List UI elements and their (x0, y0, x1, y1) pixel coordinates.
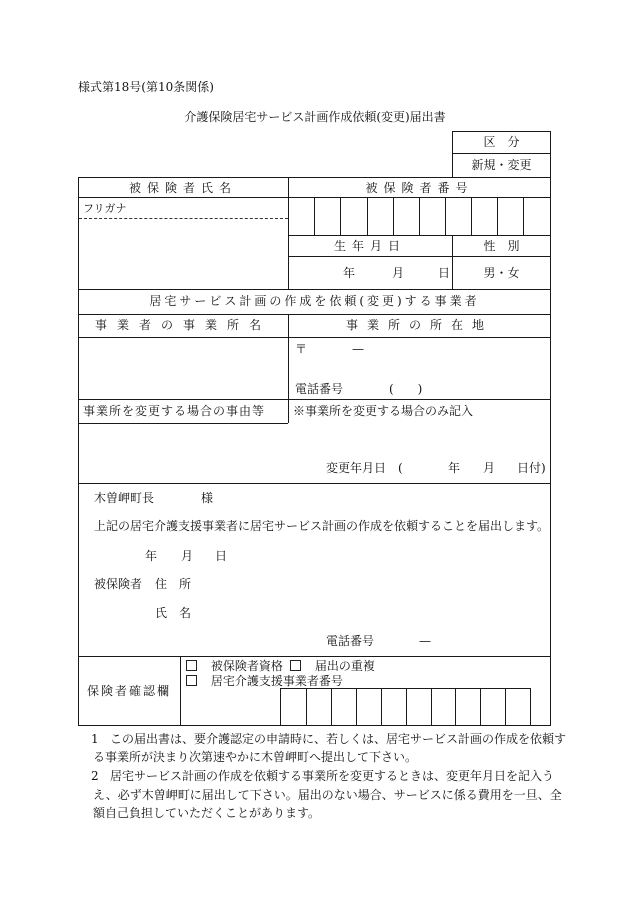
postal-mark: 〒 (295, 342, 308, 356)
declarant-insured-label: 被保険者 (94, 577, 143, 591)
postal-dash: — (352, 342, 364, 356)
birth-date-label: 生年月日 (333, 239, 406, 253)
confirm-duplicate[interactable]: 届出の重複 (290, 660, 375, 672)
change-reason-field[interactable] (79, 424, 550, 458)
office-name-label: 事業者の事業所名 (94, 318, 271, 332)
form-number: 様式第18号(第10条関係) (78, 80, 214, 94)
addressee-honorific: 様 (201, 491, 214, 505)
classification-label: 区 分 (483, 135, 520, 149)
confirm-insured-status[interactable]: 被保険者資格 (186, 660, 283, 672)
insured-number-field[interactable] (289, 198, 550, 234)
declarant-phone-label: 電話番号 (326, 634, 375, 648)
provider-section-title: 居宅サービス計画の作成を依頼(変更)する事業者 (149, 294, 480, 308)
confirm-provider-number[interactable]: 居宅介護支援事業者番号 (186, 675, 343, 687)
confirmation-label: 保険者確認欄 (86, 684, 171, 698)
furigana-label: フリガナ (83, 202, 127, 215)
provider-number-field[interactable] (281, 689, 530, 724)
insured-number-label: 被保険者番号 (365, 181, 474, 195)
insured-name-label: 被保険者氏名 (128, 181, 237, 195)
sex-field[interactable]: 男・女 (483, 266, 520, 280)
form-title: 介護保険居宅サービス計画作成依頼(変更)届出書 (184, 110, 446, 124)
sex-label: 性 別 (483, 239, 520, 253)
declarant-address-label: 住 所 (155, 577, 192, 591)
checkbox-icon[interactable] (186, 660, 197, 671)
checkbox-icon[interactable] (290, 660, 301, 671)
declarant-name-field[interactable] (200, 603, 540, 623)
declarant-name-label: 氏 名 (155, 606, 192, 620)
office-name-field[interactable] (79, 338, 287, 398)
declarant-phone-dash[interactable]: — (419, 634, 431, 648)
office-address-label: 事業所の所在地 (345, 318, 493, 332)
declaration-statement: 上記の居宅介護支援事業者に居宅サービス計画の作成を依頼することを届出します。 (94, 519, 550, 533)
checkbox-icon[interactable] (186, 675, 197, 686)
office-phone-label: 電話番号 (295, 382, 344, 396)
declarant-address-field[interactable] (200, 574, 540, 594)
change-reason-label: 事業所を変更する場合の事由等 (83, 404, 266, 418)
classification-value[interactable]: 新規・変更 (471, 158, 532, 172)
form-page: 様式第18号(第10条関係) 介護保険居宅サービス計画作成依頼(変更)届出書 区 分 新規・変更 被保険者氏名 被保険者番号 フリガナ 生年月日 性 別 年 月 日 男・女 居宅サービス計画の作成を依頼(変更)する事業者 事業者の事業所名 事業所の所在地 〒 — 電話番号 ( ) 事業所を変更する場合の事由等 ※事業所を変更する場合のみ記入 変更年月日 ( 年 月 日付) 木曽岬町長 様 上記の居宅介護支援事業者に居宅サービス計画の作成を依頼することを届出します。 年 月 日 被保険者 住 所 氏 名 電話番号 — 保険者確認欄 被保険者資格 届出の重複 居宅介護支援事業者番号 1 この届出書は、要介護認定の申請時に、若しくは、居宅サービス計画の作成を依頼す る事業所が決まり次第速やかに木曽岬町へ提出して下さい。 2 居宅サービス計画の作成を依頼する事業所を変更するときは、変更年月日を記入う え、必ず木曽岬町に届出して下さい。届出のない場合、サービスに係る費用を一旦、全 額自己負担していただくことがあります。 (0, 0, 630, 903)
insured-name-field[interactable] (79, 219, 287, 288)
change-note: ※事業所を変更する場合のみ記入 (293, 404, 474, 418)
office-phone-paren: ( ) (389, 382, 423, 396)
addressee: 木曽岬町長 (94, 491, 155, 505)
